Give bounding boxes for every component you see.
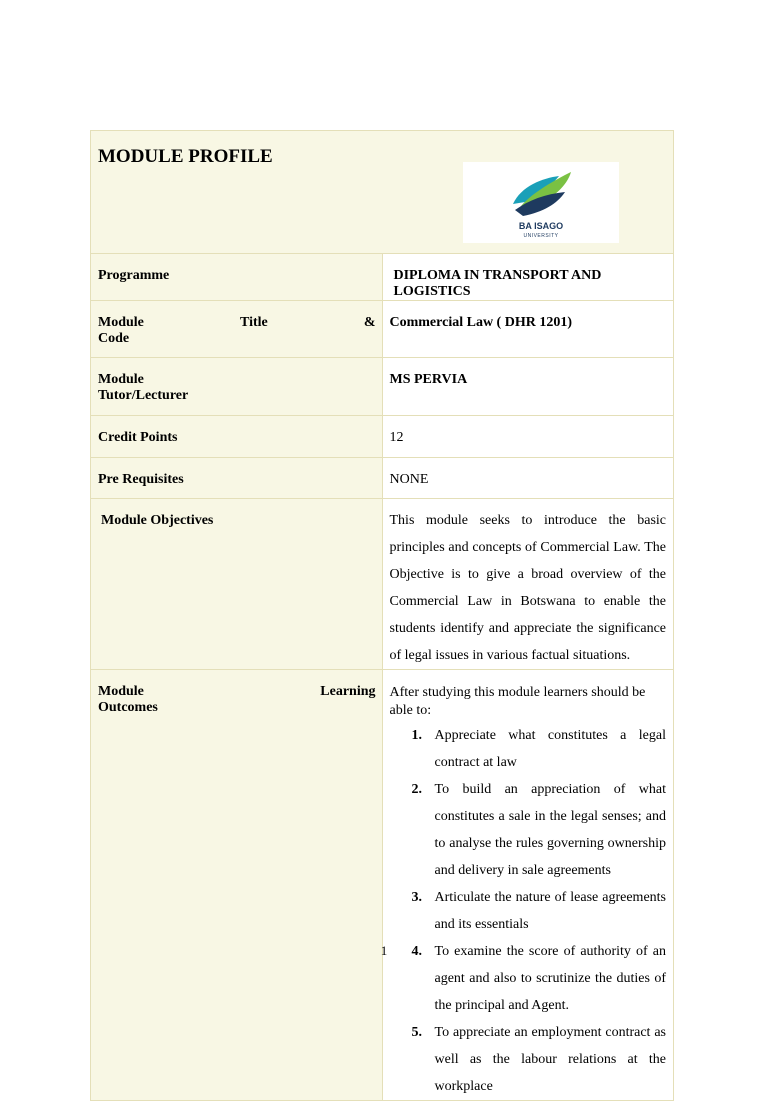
prerequisites-label: Pre Requisites (91, 458, 383, 499)
list-item: 2. To build an appreciation of what constitutes a sale in the legal senses; and to analyse the rules governing ownership and delivery in sale agreements (411, 782, 666, 878)
page-title: MODULE PROFILE (98, 146, 273, 167)
objectives-label: Module Objectives (91, 499, 383, 670)
objectives-text: This module seeks to introduce the basic principles and concepts of Commercial Law. The Objective is to give a broad overview of the Commercial Law in Botswana to enable the students identify and appreciate the significance of legal issues in various factual situations. (389, 513, 666, 663)
outcomes-list (390, 722, 667, 1100)
list-item: 5. To appreciate an employment contract as well as the labour relations at the workplace (411, 1025, 666, 1094)
objectives-cell (382, 499, 674, 670)
list-item: 3. Articulate the nature of lease agreements and its essentials (411, 890, 666, 932)
logo-subtitle: UNIVERSITY (523, 233, 559, 239)
programme-label: Programme (91, 254, 383, 301)
profile-header (91, 131, 674, 254)
module-title-value: Commercial Law ( DHR 1201) (382, 301, 674, 358)
university-logo (463, 162, 619, 243)
tutor-label: Module Tutor/Lecturer (91, 358, 383, 416)
page-number: 1 (380, 943, 388, 958)
outcomes-cell (382, 670, 674, 1101)
module-title-label: Module Title & Code (91, 301, 383, 358)
list-item: 4. To examine the score of authority of an agent and also to scrutinize the duties of the principal and Agent. (411, 944, 666, 1013)
list-item: 1. Appreciate what constitutes a legal contract at law (411, 728, 666, 770)
outcomes-label: Module Learning Outcomes (91, 670, 383, 1101)
credit-points-value: 12 (382, 416, 674, 458)
programme-value: DIPLOMA IN TRANSPORT AND LOGISTICS (382, 254, 674, 301)
outcomes-intro: After studying this module learners should be able to: (389, 685, 646, 718)
tutor-value: MS PERVIA (382, 358, 674, 416)
logo-name: BA ISAGO (518, 221, 564, 231)
prerequisites-value: NONE (382, 458, 674, 499)
credit-points-label: Credit Points (91, 416, 383, 458)
